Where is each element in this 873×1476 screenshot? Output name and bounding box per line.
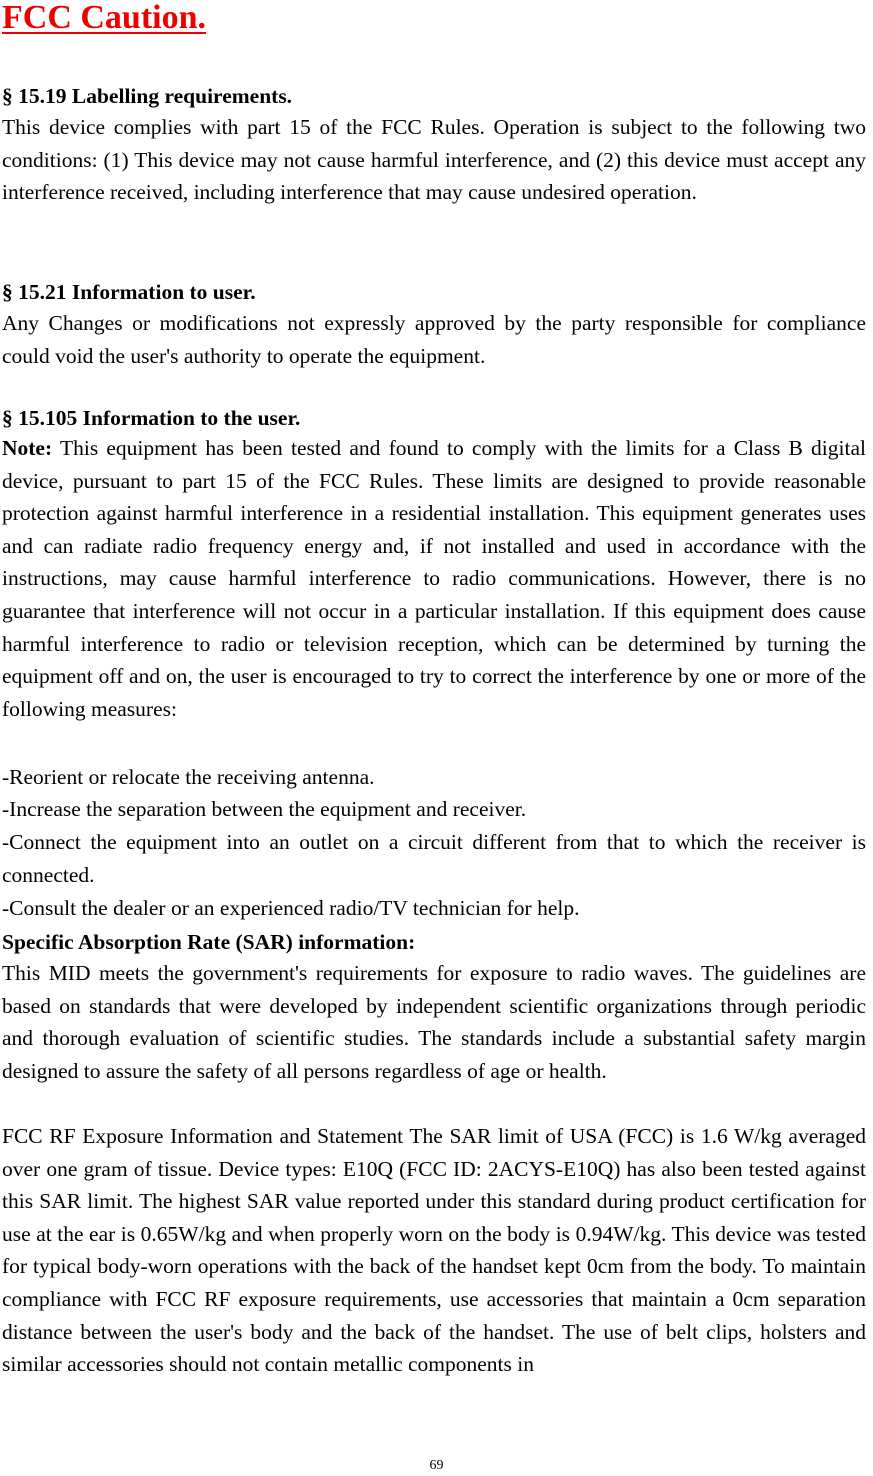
- section-heading-15-19: § 15.19 Labelling requirements.: [2, 84, 293, 108]
- sar-heading: Specific Absorption Rate (SAR) information:: [2, 930, 416, 954]
- section-body-15-19: This device complies with part 15 of the FCC Rules. Operation is subject to the following two conditions: (1) This device may not cause harmful interference, and (2) this device must accept any interference received, including interference that may cause undesired operation.: [2, 115, 866, 205]
- note-text: This equipment has been tested and found to comply with the limits for a Class B digital device, pursuant to part 15 of the FCC Rules. These limits are designed to provide reasonable protection against harmful interference in a residential installation. This equipment generates uses and can radiate radio frequency energy and, if not installed and used in accordance with the instructions, may cause harmful interference to radio communications. However, there is no guarantee that interference will not occur in a particular installation. If this equipment does cause harmful interference to radio or television reception, which can be determined by turning the equipment off and on, the user is encouraged to try to correct the interference by one or more of the following measures:: [2, 436, 866, 721]
- sar-body: This MID meets the government's requirements for exposure to radio waves. The guidelines are based on standards that were developed by independent scientific organizations through periodic and thorough evaluation of scientific studies. The standards include a substantial safety margin designed to assure the safety of all persons regardless of age or health.: [2, 961, 866, 1083]
- page-title: FCC Caution.: [2, 0, 207, 36]
- measure-item: -Consult the dealer or an experienced radio/TV technician for help.: [2, 896, 580, 920]
- sar-exposure-body: FCC RF Exposure Information and Statement The SAR limit of USA (FCC) is 1.6 W/kg averaged over one gram of tissue. Device types: E10Q (FCC ID: 2ACYS-E10Q) has also been tested against this SAR limit. The highest SAR value reported under this standard during product certification for use at the ear is 0.65W/kg and when properly worn on the body is 0.94W/kg. This device was tested for typical body-worn operations with the back of the handset kept 0cm from the body. To maintain compliance with FCC RF exposure requirements, use accessories that maintain a 0cm separation distance between the user's body and the back of the handset. The use of belt clips, holsters and similar accessories should not contain metallic components in: [2, 1124, 866, 1377]
- measure-item: -Connect the equipment into an outlet on a circuit different from that to which the receiver is connected.: [2, 830, 866, 887]
- section-heading-15-21: § 15.21 Information to user.: [2, 280, 256, 304]
- note-label: Note:: [2, 436, 53, 460]
- page-number: 69: [429, 1458, 444, 1473]
- section-body-15-105: [2, 432, 866, 725]
- measure-item: -Reorient or relocate the receiving antenna.: [2, 765, 375, 789]
- section-body-15-21: Any Changes or modifications not expressly approved by the party responsible for compliance could void the user's authority to operate the equipment.: [2, 311, 866, 368]
- measure-item: -Increase the separation between the equipment and receiver.: [2, 797, 527, 821]
- section-heading-15-105: § 15.105 Information to the user.: [2, 406, 301, 430]
